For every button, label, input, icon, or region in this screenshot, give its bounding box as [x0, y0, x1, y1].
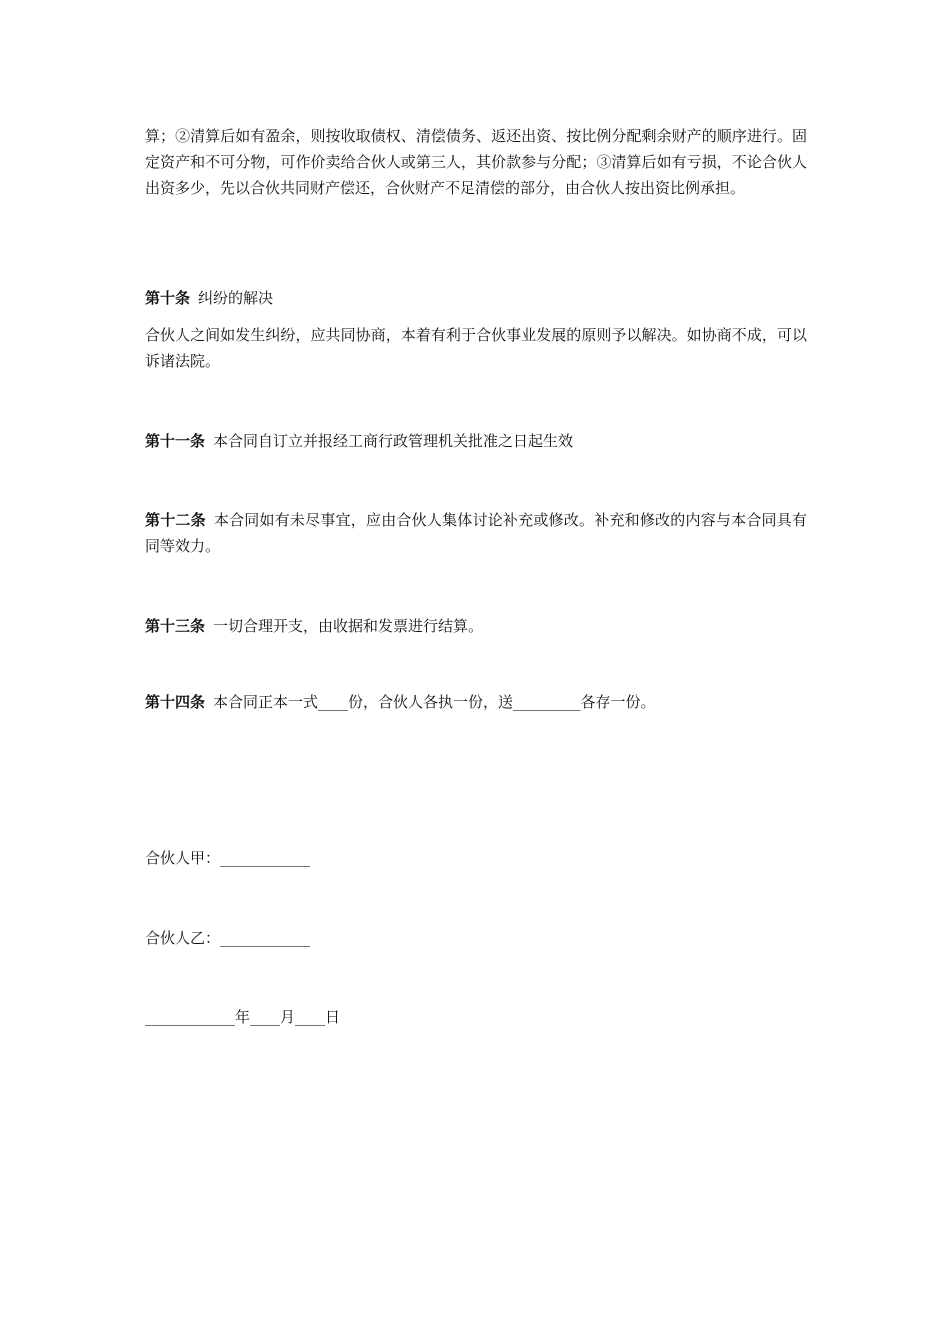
article-10-body: 合伙人之间如发生纠纷，应共同协商，本着有利于合伙事业发展的原则予以解决。如协商不成，可以诉诸法院。 — [145, 326, 807, 370]
article-13-text: 一切合理开支，由收据和发票进行结算。 — [213, 617, 484, 635]
article-14-text: 本合同正本一式____份，合伙人各执一份，送_________各存一份。 — [213, 693, 656, 711]
article-13-number: 第十三条 — [145, 617, 206, 635]
article-12-text: 本合同如有未尽事宜，应由合伙人集体讨论补充或修改。补充和修改的内容与本合同具有同等效力。 — [145, 511, 807, 555]
article-13 — [145, 613, 807, 639]
liquidation-paragraph: 算；②清算后如有盈余，则按收取债权、清偿债务、返还出资、按比例分配剩余财产的顺序进行。固定资产和不可分物，可作价卖给合伙人或第三人，其价款参与分配；③清算后如有亏损，不论合伙人出资多少，先以合伙共同财产偿还，合伙财产不足清偿的部分，由合伙人按出资比例承担。 — [145, 127, 807, 197]
article-12 — [145, 507, 807, 559]
date-line: ____________年____月____日 — [145, 1008, 341, 1026]
article-11-text: 本合同自订立并报经工商行政管理机关批准之日起生效 — [213, 432, 574, 450]
article-11 — [145, 428, 807, 454]
article-14-number: 第十四条 — [145, 693, 206, 711]
partner-b-signature-line: 合伙人乙：____________ — [145, 929, 311, 947]
article-14 — [145, 689, 807, 715]
article-12-number: 第十二条 — [145, 511, 206, 529]
article-10-number: 第十条 — [145, 289, 191, 307]
article-11-number: 第十一条 — [145, 432, 206, 450]
article-10-title: 纠纷的解决 — [198, 289, 274, 307]
article-10-heading — [145, 285, 807, 311]
partner-a-signature-line: 合伙人甲：____________ — [145, 849, 311, 867]
